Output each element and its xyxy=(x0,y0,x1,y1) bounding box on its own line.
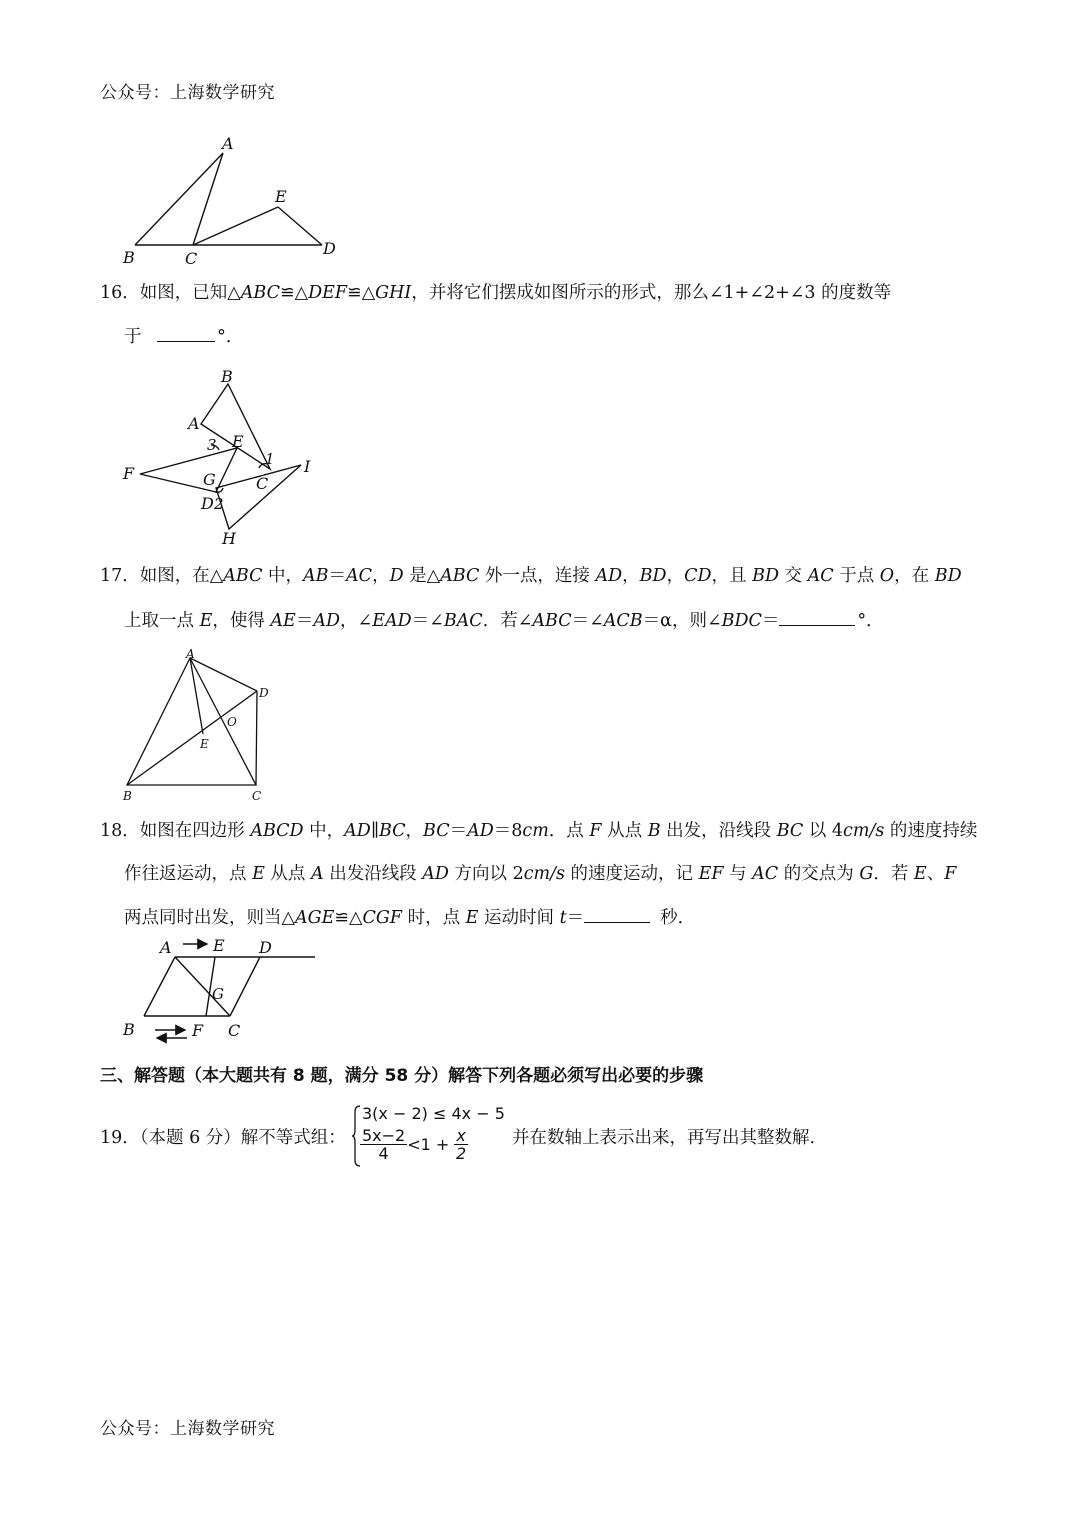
q16-text-b: ，并将它们摆成如图所示的形式，那么∠1+∠2+∠3 的度数等 xyxy=(411,283,892,303)
q17-t: 于点 xyxy=(833,566,880,586)
q17-t: ，且 xyxy=(711,566,753,586)
label-B: B xyxy=(221,367,233,386)
label-F: F xyxy=(123,464,135,483)
label-E: E xyxy=(200,737,209,751)
q17-t: 外一点，连接 xyxy=(479,566,596,586)
q19-ineq1: 3(x − 2) ≤ 4x − 5 xyxy=(362,1104,505,1123)
q16-cong1: ≌△ xyxy=(279,283,309,303)
label-C: C xyxy=(252,789,262,803)
q18-number: 18． xyxy=(100,821,140,841)
q17-t: BAC xyxy=(443,611,483,631)
q18-t: ∥ xyxy=(370,821,379,841)
q18-t: 如图在四边形 xyxy=(139,821,251,841)
q17-t: BDC xyxy=(721,611,762,631)
q18-t: F xyxy=(944,864,957,884)
q17-t: AE xyxy=(270,611,296,631)
label-D: D xyxy=(259,938,272,957)
label-D: D xyxy=(259,686,269,700)
q17-t: ．若∠ xyxy=(482,611,533,631)
q18-t: E xyxy=(465,908,479,928)
angle-1: 1 xyxy=(265,450,275,468)
q17-number: 17． xyxy=(100,566,140,586)
q17-t: AB xyxy=(303,566,329,586)
q18-t: ．点 xyxy=(548,821,590,841)
q18-line1 xyxy=(100,820,977,842)
q18-t: 中， xyxy=(303,821,345,841)
figure-q17 xyxy=(115,648,285,808)
label-A: A xyxy=(222,134,234,153)
q17-t: ＝ xyxy=(295,611,314,631)
q17-t: ABC xyxy=(532,611,572,631)
q17-t: EAD xyxy=(372,611,412,631)
label-E: E xyxy=(275,187,287,206)
q17-t: BD xyxy=(639,566,667,586)
label-C: C xyxy=(256,474,269,493)
q18-t: BC xyxy=(378,821,406,841)
q18-t: 出发沿线段 xyxy=(323,864,423,884)
q18-t: 运动时间 xyxy=(478,908,560,928)
angle-2: 2 xyxy=(214,495,224,513)
section3-title: 三、解答题（本大题共有 8 题，满分 58 分）解答下列各题必须写出必要的步骤 xyxy=(100,1066,704,1086)
q17-t: ＝ xyxy=(761,611,780,631)
label-A: A xyxy=(188,414,200,433)
q18-t: 的交点为 xyxy=(778,864,860,884)
q19-prefix: 19．（本题 6 分）解不等式组： xyxy=(100,1128,346,1148)
q18-seconds: 秒． xyxy=(660,908,696,928)
q18-t: AC xyxy=(752,864,779,884)
q18-t: E xyxy=(913,864,927,884)
q18-t: 时，点 xyxy=(402,908,466,928)
q18-t: AD xyxy=(344,821,371,841)
q18-answer-blank[interactable] xyxy=(584,906,650,923)
label-A: A xyxy=(186,648,195,661)
label-B: B xyxy=(123,789,132,803)
q16-yu: 于 xyxy=(124,327,142,347)
q18-t: AD xyxy=(467,821,494,841)
q18-t: CGF xyxy=(362,908,403,928)
q18-t: F xyxy=(589,821,602,841)
q17-answer-blank[interactable] xyxy=(779,609,855,626)
q18-t: 以 4 xyxy=(803,821,844,841)
label-I: I xyxy=(304,457,311,476)
q17-line2 xyxy=(124,609,884,632)
q17-t: BD xyxy=(752,566,779,586)
q17-t: AD xyxy=(595,566,623,586)
q18-t: 方向以 2 xyxy=(448,864,524,884)
label-D: D xyxy=(201,494,214,513)
q17-t: ＝α，则∠ xyxy=(642,611,722,631)
q17-t: D xyxy=(389,566,404,586)
q18-line2 xyxy=(124,863,956,885)
q17-t: ， xyxy=(666,566,685,586)
q19-frac xyxy=(360,1127,407,1162)
q16-def: DEF xyxy=(308,283,348,303)
q18-t: AD xyxy=(422,864,449,884)
q18-t: 从点 xyxy=(601,821,648,841)
q17-t: BD xyxy=(934,566,962,586)
q18-t: 从点 xyxy=(264,864,311,884)
q18-t: AGE xyxy=(294,908,335,928)
q18-t: A xyxy=(310,864,324,884)
label-O: O xyxy=(227,715,237,729)
q17-t: AC xyxy=(807,566,834,586)
q19-suffix: 并在数轴上表示出来，再写出其整数解． xyxy=(512,1128,827,1148)
q18-t: EF xyxy=(698,864,724,884)
q18-t: t xyxy=(559,908,567,928)
q19-frac-den: 4 xyxy=(378,1144,389,1163)
q18-t: cm xyxy=(522,821,549,841)
q16-text: 如图，已知△ xyxy=(139,283,241,303)
q19-x-den: 2 xyxy=(456,1144,467,1163)
q18-t: E xyxy=(252,864,265,884)
q17-t: E xyxy=(199,611,213,631)
q17-t: 是△ xyxy=(403,566,441,586)
q19-ineq2 xyxy=(360,1127,468,1162)
q18-t: ， xyxy=(405,821,424,841)
q17-t: ABC xyxy=(223,566,263,586)
q18-t: cm/s xyxy=(843,821,885,841)
figure-q15 xyxy=(115,130,345,270)
q18-t: 两点同时出发，则当△ xyxy=(124,908,295,928)
q17-t: ＝∠ xyxy=(571,611,604,631)
q17-line1 xyxy=(100,565,962,587)
q18-t: 出发，沿线段 xyxy=(660,821,777,841)
q17-t: ACB xyxy=(603,611,643,631)
angle-3: 3 xyxy=(207,436,217,454)
q18-t: BC xyxy=(423,821,450,841)
label-C: C xyxy=(185,249,198,268)
q17-t: ，在 xyxy=(894,566,935,586)
q17-t: CD xyxy=(684,566,712,586)
q17-t: ＝∠ xyxy=(411,611,444,631)
q17-t: AC xyxy=(346,566,373,586)
q19-inequality-system xyxy=(352,1104,522,1170)
page-footer: 公众号：上海数学研究 xyxy=(100,1419,275,1439)
q19-frac-num: 5x−2 xyxy=(362,1126,406,1145)
q19-xfrac xyxy=(454,1127,467,1162)
figure-q16 xyxy=(115,362,335,547)
q18-t: ＝ xyxy=(449,821,468,841)
q16-ghi: GHI xyxy=(375,283,412,303)
q18-t: ＝ xyxy=(566,908,585,928)
label-B: B xyxy=(123,248,135,267)
q18-t: cm/s xyxy=(523,864,565,884)
page-header: 公众号：上海数学研究 xyxy=(100,83,275,103)
q17-degree: °． xyxy=(857,611,884,631)
q17-t: ， xyxy=(622,566,640,586)
q18-t: ．若 xyxy=(873,864,914,884)
q16-cong2: ≌△ xyxy=(347,283,376,303)
q16-degree: °． xyxy=(217,327,244,347)
label-C: C xyxy=(228,1021,241,1040)
q17-t: ，使得 xyxy=(212,611,271,631)
label-E: E xyxy=(232,432,244,451)
label-D: D xyxy=(323,239,336,258)
q16-answer-blank[interactable] xyxy=(157,325,215,342)
q16-line1 xyxy=(100,282,891,304)
label-G: G xyxy=(203,470,216,489)
q17-t: 如图，在△ xyxy=(139,566,224,586)
q18-t: 的速度运动，记 xyxy=(564,864,699,884)
q17-t: ABC xyxy=(440,566,480,586)
q18-t: 、 xyxy=(926,864,945,884)
label-H: H xyxy=(222,529,236,547)
q18-line3 xyxy=(124,906,695,929)
q16-line2 xyxy=(124,325,243,348)
q18-t: ABCD xyxy=(250,821,304,841)
q17-t: ， xyxy=(372,566,390,586)
label-G: G xyxy=(212,985,224,1003)
q17-t: 交 xyxy=(778,566,808,586)
q17-t: O xyxy=(879,566,895,586)
q18-t: 作往返运动，点 xyxy=(124,864,253,884)
q18-t: ＝8 xyxy=(493,821,523,841)
q17-t: 上取一点 xyxy=(124,611,200,631)
q19-x-num: x xyxy=(456,1126,466,1145)
q18-t: G xyxy=(859,864,874,884)
q17-t: ＝ xyxy=(328,566,347,586)
q18-t: B xyxy=(647,821,661,841)
q18-t: 的速度持续 xyxy=(884,821,978,841)
q17-t: AD xyxy=(313,611,341,631)
label-E: E xyxy=(213,936,225,955)
q17-t: ，∠ xyxy=(340,611,373,631)
figure-q18 xyxy=(115,934,325,1049)
q16-number: 16． xyxy=(100,283,140,303)
label-B: B xyxy=(123,1020,135,1039)
q18-t: 与 xyxy=(723,864,753,884)
q19-ineq2-mid: <1 + xyxy=(407,1135,455,1154)
q18-t: BC xyxy=(776,821,804,841)
q17-t: 中， xyxy=(262,566,304,586)
label-A: A xyxy=(160,938,172,957)
q18-t: ≌△ xyxy=(334,908,363,928)
q16-abc: ABC xyxy=(240,283,280,303)
label-F: F xyxy=(192,1021,204,1040)
